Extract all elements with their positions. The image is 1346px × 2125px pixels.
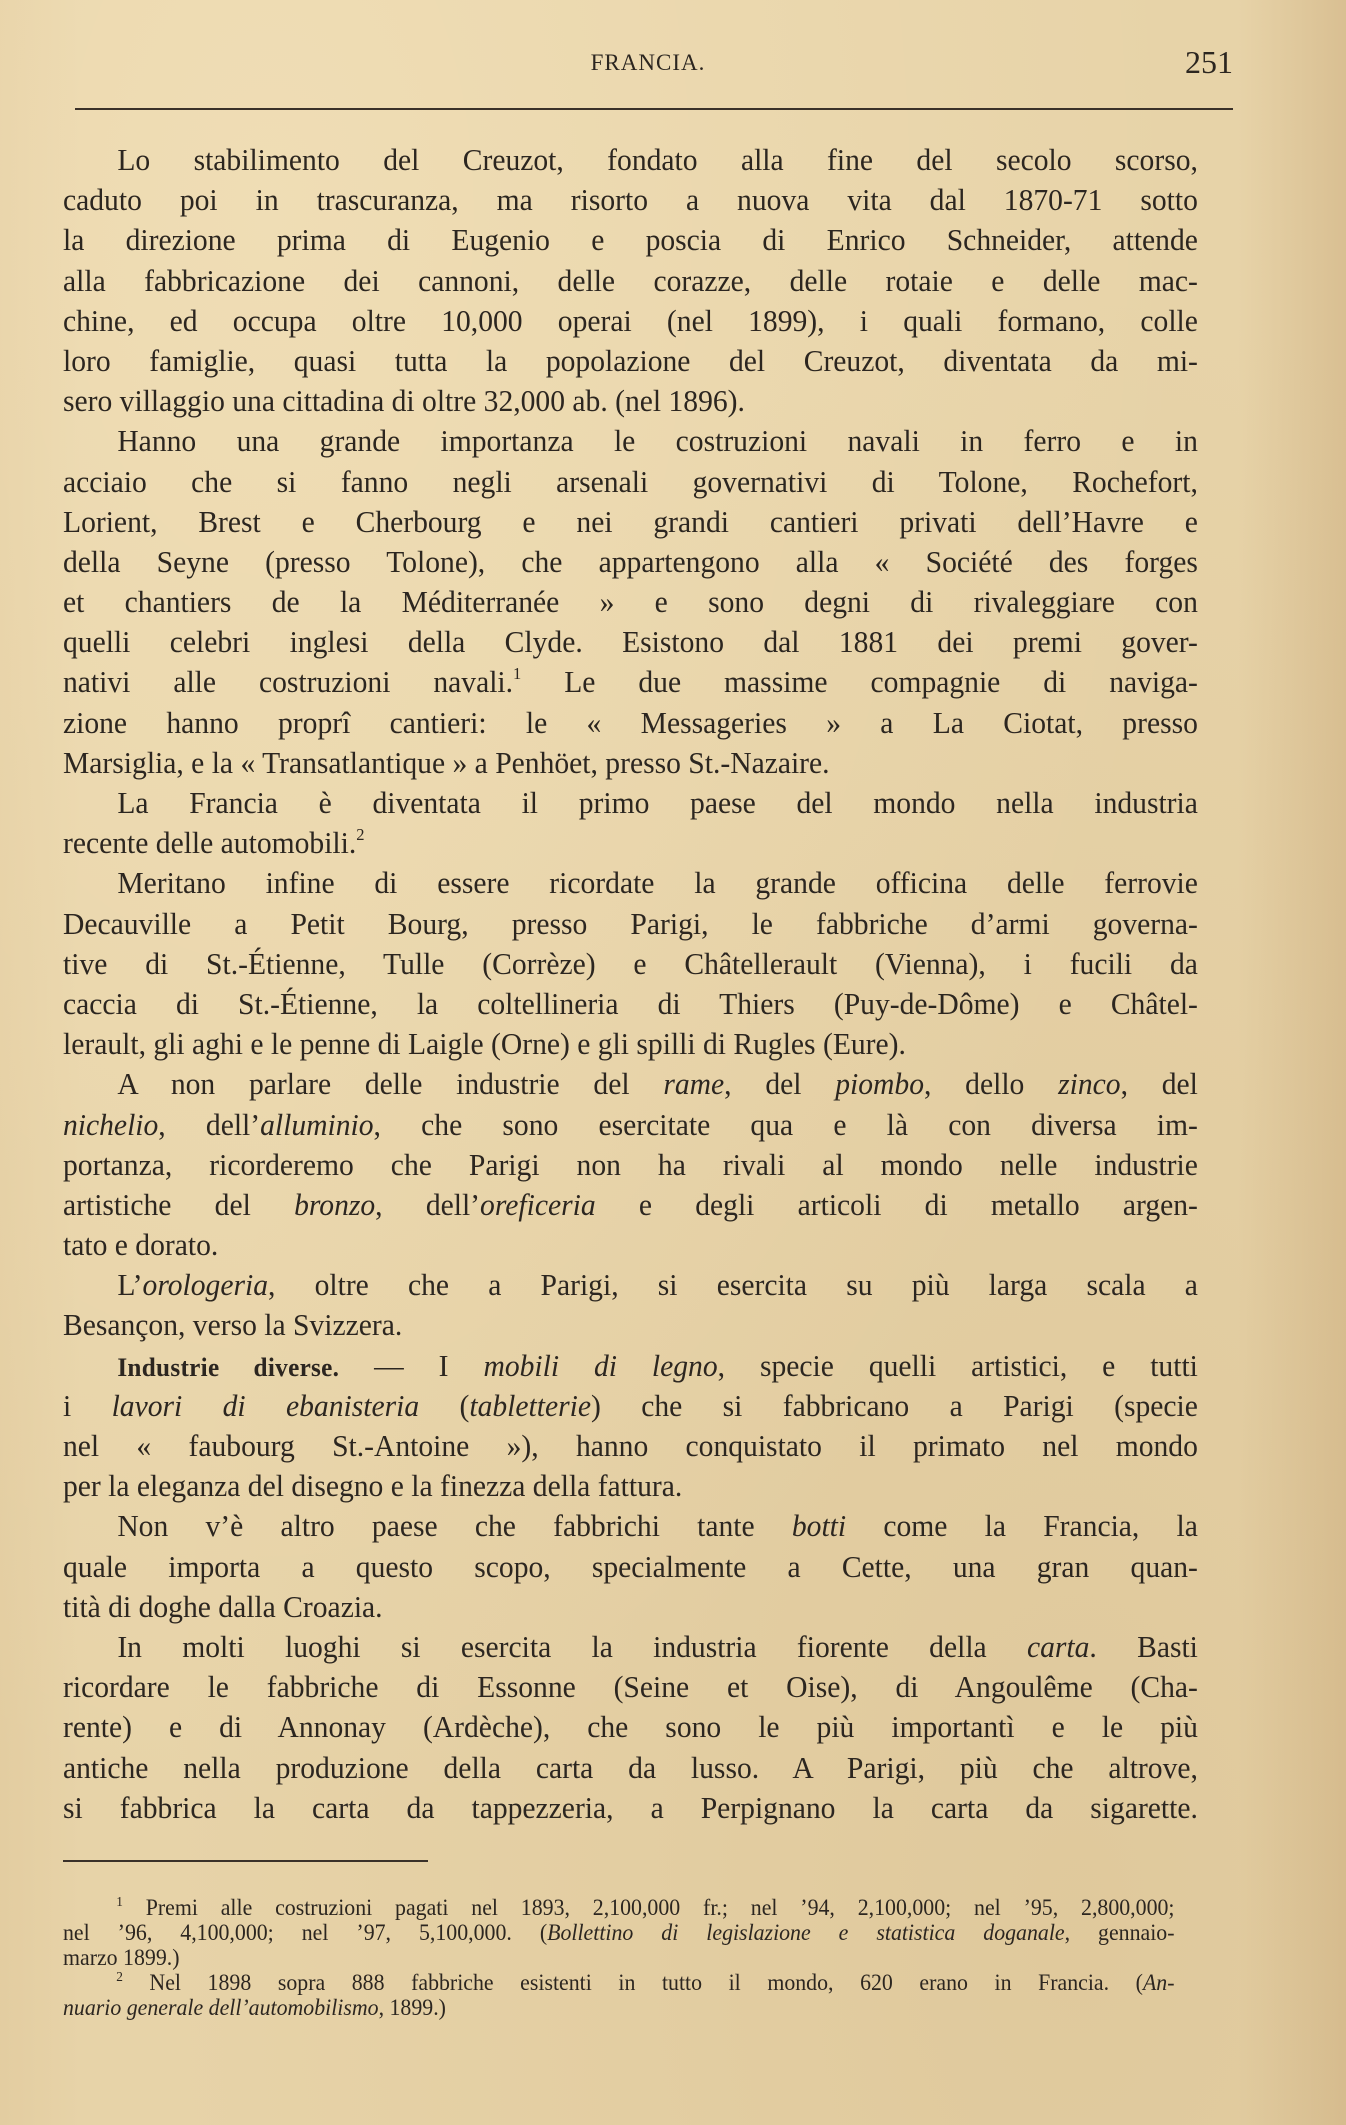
text-line: nel « faubourg St.-Antoine »), hanno conquistato il primato nel mondo: [63, 1429, 1198, 1463]
text-line: sero villaggio una cittadina di oltre 32,000 ab. (nel 1896).: [63, 384, 745, 419]
text-run: (: [419, 1388, 470, 1423]
text-run: nel ’96, 4,100,000; nel ’97, 5,100,000. (: [63, 1920, 548, 1945]
paragraph-clockmaking: [63, 1265, 1198, 1345]
text-line: della Seyne (presso Tolone), che appartengono alla « Société des forges: [63, 544, 1198, 579]
section-heading: Industrie diverse.: [117, 1352, 340, 1382]
page-header: [63, 44, 1233, 84]
text-line: acciaio che si fanno negli arsenali governativi di Tolone, Rochefort,: [63, 464, 1198, 499]
text-run: nativi alle costruzioni navali.: [63, 665, 514, 700]
footnotes: [63, 1895, 1175, 2020]
paragraph-metals: [63, 1064, 1198, 1265]
text-line: ricordare le fabbriche di Essonne (Seine et Oise), di Angoulême (Cha-: [63, 1670, 1198, 1705]
emphasis: oreficeria: [480, 1187, 596, 1222]
text-line: [63, 662, 1198, 702]
emphasis: botti: [791, 1509, 847, 1544]
text-run: A non parlare delle industrie del: [117, 1067, 664, 1102]
text-run: , del: [724, 1067, 836, 1102]
paragraph-creuzot: [63, 140, 1198, 421]
emphasis: lavori di ebanisteria: [111, 1388, 420, 1423]
text-line: [63, 1506, 1198, 1546]
citation-title: An-: [1142, 1970, 1175, 1995]
text-line: chine, ed occupa oltre 10,000 operai (nel 1899), i quali formano, colle: [63, 303, 1198, 338]
text-line: Besançon, verso la Svizzera.: [63, 1308, 403, 1343]
text-line: [63, 823, 1198, 863]
text-run: L’: [117, 1268, 143, 1303]
paragraph-paper: [63, 1627, 1198, 1828]
text-line: caccia di St.-Étienne, la coltellineria di Thiers (Puy-de-Dôme) e Châtel-: [63, 986, 1198, 1021]
emphasis: piombo: [835, 1067, 925, 1102]
text-line: quale importa a questo scopo, specialmente a Cette, una gran quan-: [63, 1549, 1198, 1584]
text-run: Nel 1898 sopra 888 fabbriche esistenti in tutto il mondo, 620 erano in Francia. (: [122, 1970, 1143, 1995]
text-line: Marsiglia, e la « Transatlantique » a Penhöet, presso St.-Nazaire.: [63, 745, 830, 780]
text-line: alla fabbricazione dei cannoni, delle corazze, delle rotaie e delle mac-: [63, 263, 1198, 298]
paragraph-industrie-diverse: [63, 1346, 1198, 1507]
emphasis: bronzo: [294, 1187, 376, 1222]
footnote-mark: 1: [116, 1895, 123, 1910]
citation-title: Bollettino di legislazione e statistica doganale: [547, 1920, 1065, 1945]
emphasis: rame: [663, 1067, 725, 1102]
text-run: , dello: [924, 1067, 1059, 1102]
text-line: [63, 1185, 1198, 1225]
paragraph-naval-construction: [63, 421, 1198, 783]
text-line: [63, 1970, 1175, 1995]
text-run: , oltre che a Parigi, si esercita su più larga scala a: [268, 1268, 1198, 1303]
footnote-ref-2[interactable]: 2: [356, 825, 365, 845]
emphasis: tabletterie: [469, 1388, 591, 1423]
header-rule: [75, 108, 1233, 110]
text-line: Lorient, Brest e Cherbourg e nei grandi cantieri privati dell’Havre e: [63, 504, 1198, 539]
text-line: caduto poi in trascuranza, ma risorto a nuova vita dal 1870-71 sotto: [63, 183, 1198, 218]
text-run: Premi alle costruzioni pagati nel 1893, 2,100,000 fr.; nel ’94, 2,100,000; nel ’95, 2,800,000;: [122, 1895, 1175, 1920]
emphasis: carta: [1026, 1629, 1090, 1664]
text-line: [63, 1064, 1198, 1104]
text-run: , dell’: [158, 1107, 261, 1142]
text-line: [63, 1895, 1175, 1920]
text-line: [63, 1920, 1175, 1945]
paragraph-automobiles: [63, 783, 1198, 863]
text-line: marzo 1899.): [63, 1945, 180, 1970]
footnote-ref-1[interactable]: 1: [513, 664, 522, 684]
text-line: [63, 1995, 1175, 2020]
emphasis: mobili di legno: [483, 1348, 718, 1383]
text-line: Hanno una grande importanza le costruzioni navali in ferro e in: [117, 424, 1198, 459]
text-line: Decauville a Petit Bourg, presso Parigi, le fabbriche d’armi governa-: [63, 906, 1198, 941]
text-line: la direzione prima di Eugenio e poscia di Enrico Schneider, attende: [63, 223, 1198, 258]
text-line: Lo stabilimento del Creuzot, fondato alla fine del secolo scorso,: [117, 143, 1198, 177]
text-line: et chantiers de la Méditerranée » e sono degni di rivaleggiare con: [63, 585, 1198, 620]
text-line: portanza, ricorderemo che Parigi non ha rivali al mondo nelle industrie: [63, 1147, 1198, 1182]
text-line: [63, 1386, 1198, 1426]
text-line: zione hanno proprî cantieri: le « Messageries » a La Ciotat, presso: [63, 705, 1198, 740]
text-line: [63, 1627, 1198, 1667]
text-run: recente delle automobili.: [63, 826, 357, 861]
text-run: — I: [339, 1348, 484, 1383]
text-line: per la eleganza del disegno e la finezza della fattura.: [63, 1469, 683, 1504]
footnote-2: [63, 1970, 1175, 2020]
text-line: [63, 1346, 1198, 1386]
footnote-1: [63, 1895, 1175, 1970]
text-run: , gennaio-: [1064, 1920, 1175, 1945]
text-line: tità di doghe dalla Croazia.: [63, 1589, 383, 1624]
text-run: , del: [1120, 1067, 1198, 1102]
text-run: i: [63, 1388, 112, 1423]
text-run: , che sono esercitate qua e là con diversa im-: [373, 1107, 1198, 1142]
footnote-rule: [63, 1860, 428, 1862]
emphasis: alluminio: [260, 1107, 374, 1142]
text-run: artistiche del: [63, 1187, 295, 1222]
text-line: [63, 1265, 1198, 1305]
text-line: loro famiglie, quasi tutta la popolazione del Creuzot, diventata da mi-: [63, 343, 1198, 378]
text-run: , dell’: [375, 1187, 481, 1222]
text-line: si fabbrica la carta da tappezzeria, a Perpignano la carta da sigarette.: [63, 1790, 1198, 1825]
text-line: antiche nella produzione della carta da lusso. A Parigi, più che altrove,: [63, 1750, 1198, 1785]
text-run: ) che si fabbricano a Parigi (specie: [590, 1388, 1198, 1423]
text-run: , specie quelli artistici, e tutti: [717, 1348, 1198, 1383]
paragraph-factories: [63, 863, 1198, 1064]
text-line: quelli celebri inglesi della Clyde. Esistono dal 1881 dei premi gover-: [63, 625, 1198, 660]
text-line: [63, 1105, 1198, 1145]
text-run: Le due massime compagnie di naviga-: [521, 665, 1198, 700]
text-run: . Basti: [1089, 1629, 1198, 1664]
footnote-mark: 2: [116, 1970, 123, 1985]
text-run: Non v’è altro paese che fabbrichi tante: [117, 1509, 792, 1544]
paragraph-barrels: [63, 1506, 1198, 1627]
citation-title: nuario generale dell’automobilismo: [63, 1995, 379, 2020]
emphasis: orologeria: [142, 1268, 269, 1303]
text-run: come la Francia, la: [846, 1509, 1198, 1544]
emphasis: zinco: [1058, 1067, 1121, 1102]
emphasis: nichelio: [63, 1107, 159, 1142]
running-head: FRANCIA.: [590, 50, 706, 75]
page-number: 251: [1185, 44, 1233, 80]
text-run: e degli articoli di metallo argen-: [595, 1187, 1198, 1222]
text-run: , 1899.): [378, 1995, 446, 2020]
text-line: La Francia è diventata il primo paese del mondo nella industria: [117, 786, 1198, 820]
text-line: Meritano infine di essere ricordate la grande officina delle ferrovie: [117, 866, 1198, 901]
text-line: lerault, gli aghi e le penne di Laigle (Orne) e gli spilli di Rugles (Eure).: [63, 1027, 906, 1062]
text-run: In molti luoghi si esercita la industria fiorente della: [117, 1629, 1027, 1664]
body-text: [63, 140, 1198, 1828]
text-line: tato e dorato.: [63, 1228, 219, 1263]
text-line: rente) e di Annonay (Ardèche), che sono le più importantì e le più: [63, 1710, 1198, 1745]
text-line: tive di St.-Étienne, Tulle (Corrèze) e Châtellerault (Vienna), i fucili da: [63, 946, 1198, 981]
